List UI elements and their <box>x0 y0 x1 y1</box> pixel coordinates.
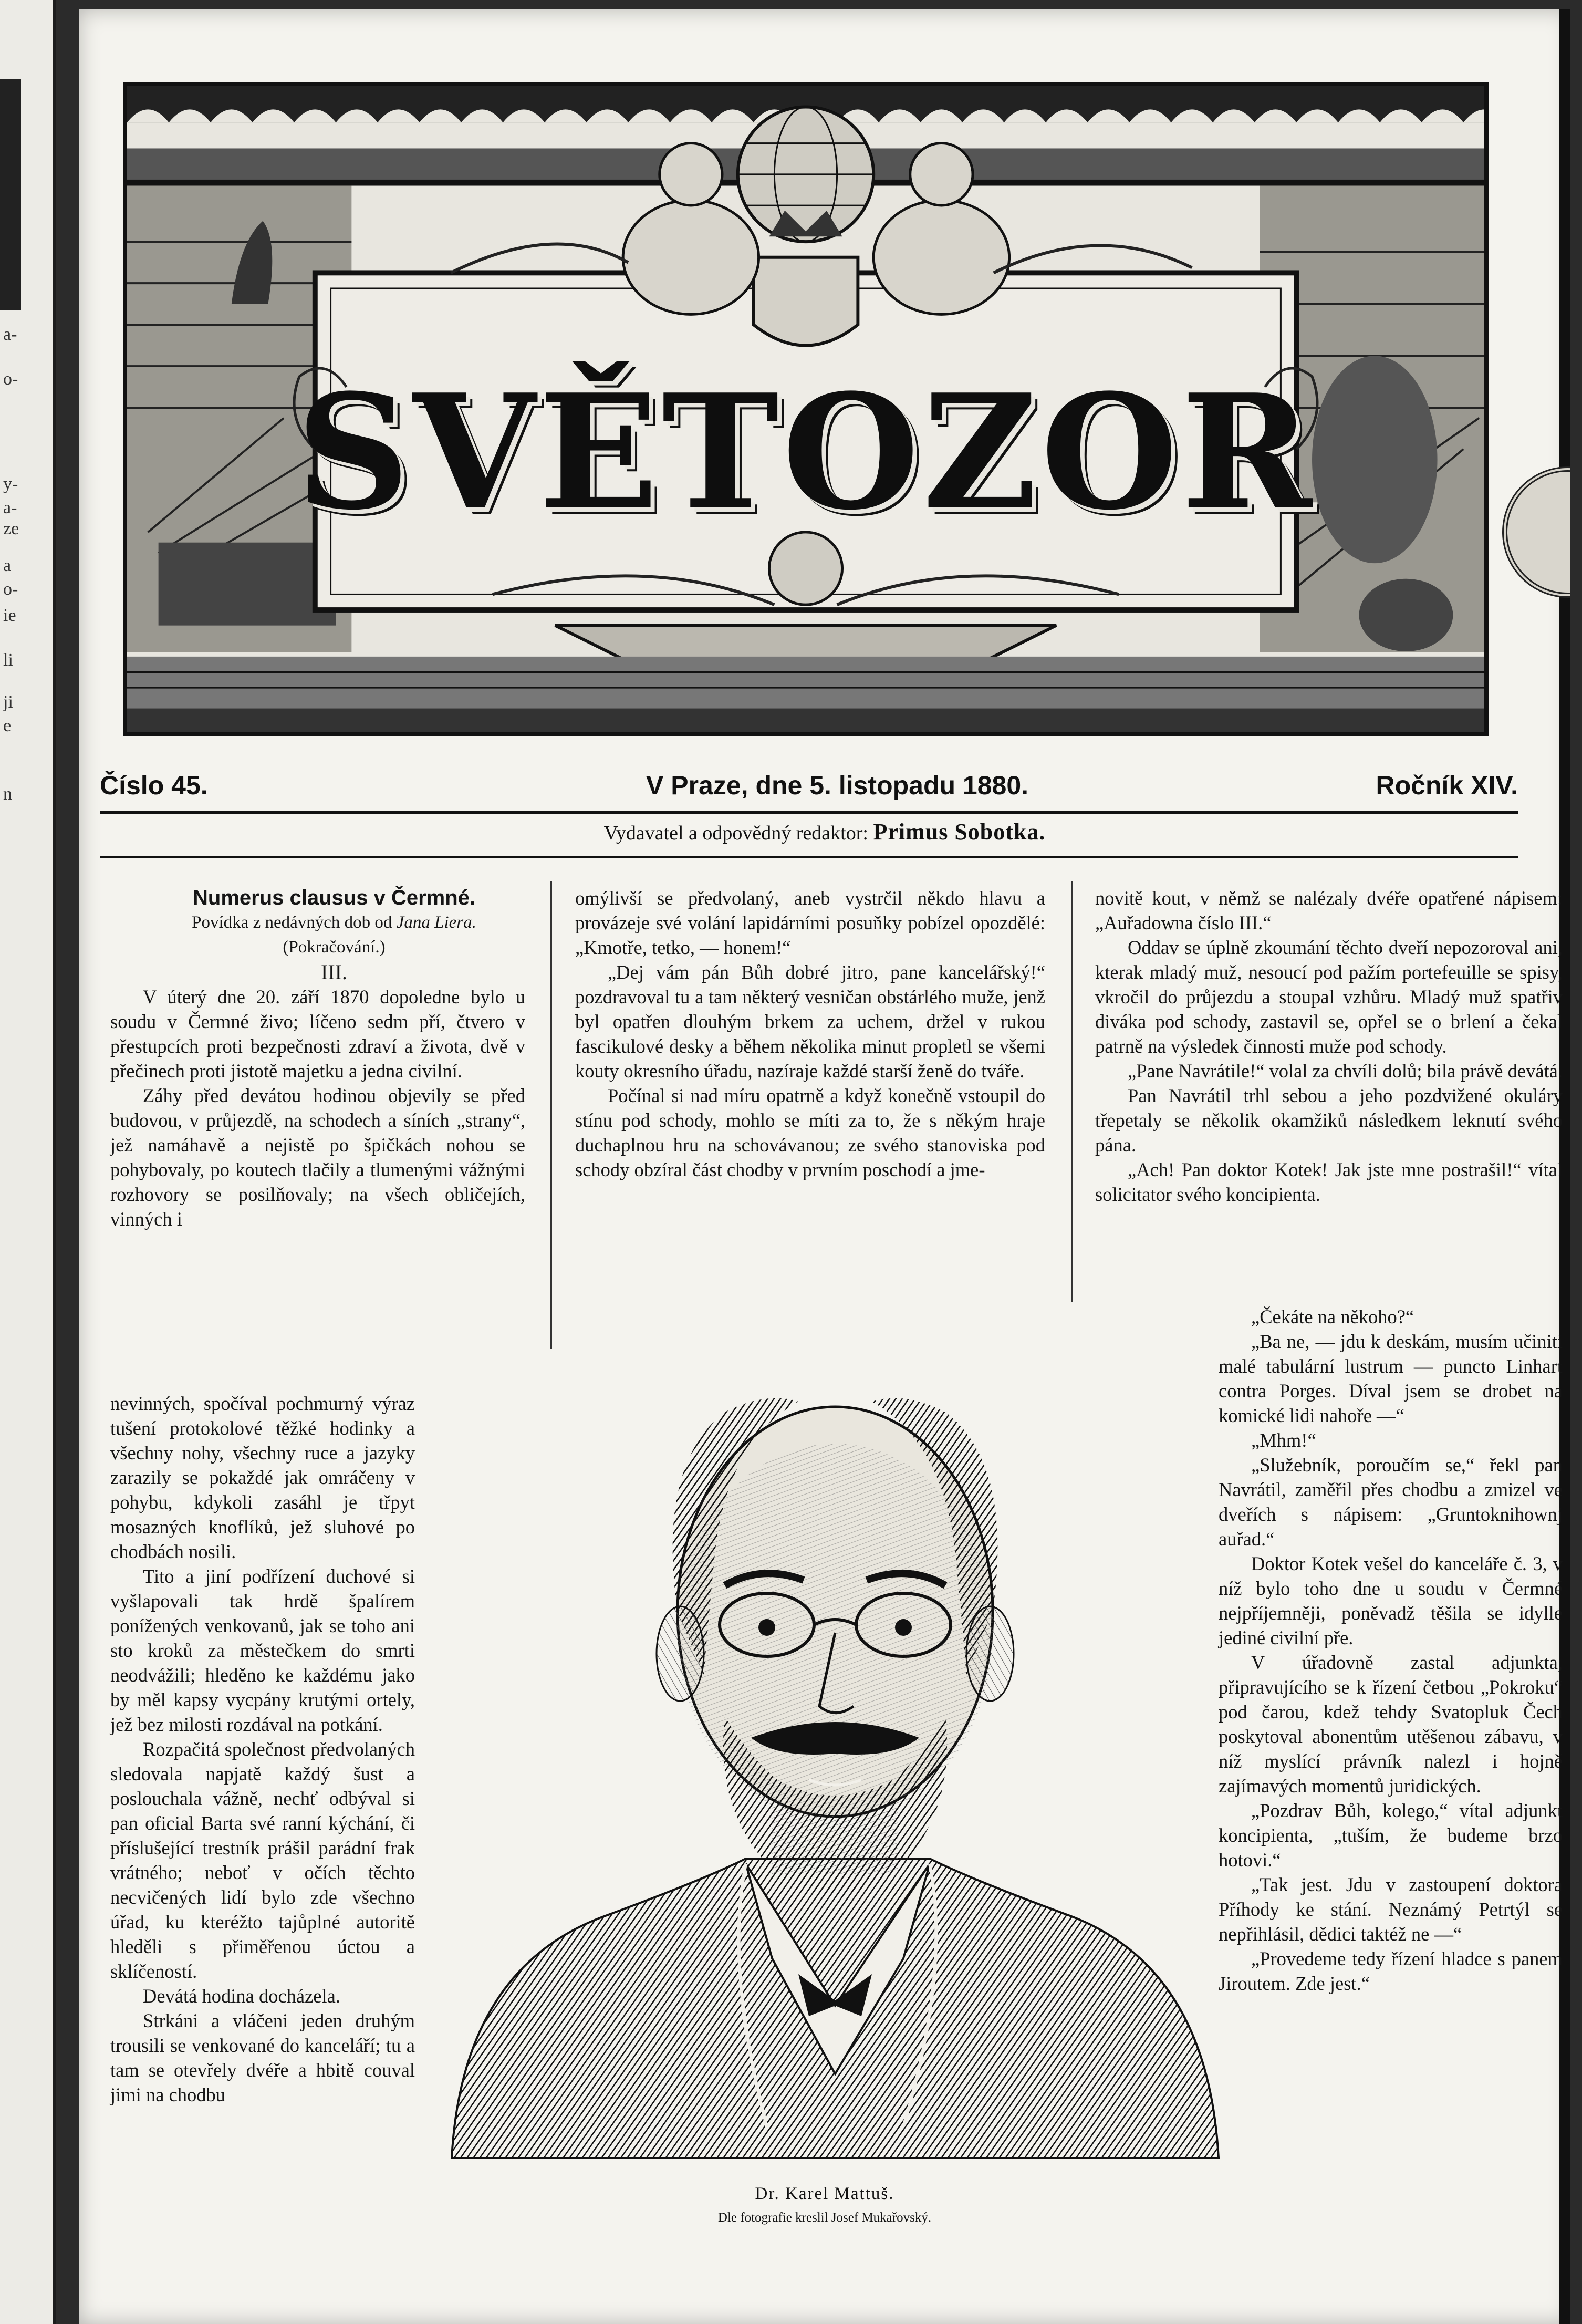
adjacent-fragment: ie <box>3 606 16 625</box>
paragraph: Počínal si nad míru opatrně a když konečně vstoupil do stínu pod schody, mohlo se míti za to, že s někým hraje duchaplnou hru na schovávanou; ze svého stanoviska pod schody obzíral část chodby v prvním poschodí a jme- <box>575 1085 1045 1180</box>
adjacent-fragment: n <box>3 784 12 804</box>
paragraph: Oddav se úplně zkoumání těchto dveří nepozoroval ani, kterak mladý muž, nesoucí pod pažím portefeuille se spisy, vkročil do průjezdu a stoupal vzhůru. Mladý muž spatřiv diváka pod schody, zastavil se, opřel se o brlení a čekal patrně na výsledek činnosti muže pod schody. <box>1095 937 1563 1057</box>
paragraph: „Pane Navrátile!“ volal za chvíli dolů; bila právě devátá. <box>1128 1060 1563 1082</box>
adjacent-fragment: a <box>3 556 12 575</box>
paragraph: „Ba ne, — jdu k deskám, musím učiniti malé tabulární lustrum — puncto Linhart contra Porges. Díval jsem se drobet na komické lidi nahoře —“ <box>1219 1331 1563 1426</box>
publisher-label: Vydavatel a odpovědný redaktor: <box>603 822 868 844</box>
paragraph: „Ach! Pan doktor Kotek! Jak jste mne postrašil!“ vítal solicitator svého koncipienta. <box>1095 1159 1563 1205</box>
portrait-caption: Dr. Karel Mattuš. <box>755 2184 894 2203</box>
column-3-wrapped <box>1219 1304 1563 1996</box>
paragraph: Tito a jiní podřízení duchové si vyšlapovali tak hrdě špalírem ponížených venkovanů, jak se toho ani sto kroků za městečkem do smrti neodvážili; hleděno ke každému jako by měl kapsy vycpány krutými ortely, jež bez milosti rozdával na potkání. <box>110 1565 415 1735</box>
subtitle-text: Povídka z nedávných dob od <box>192 913 392 932</box>
paragraph: V úterý dne 20. září 1870 dopoledne bylo u soudu v Čermné živo; líčeno sedm pří, čtvero v přestupcích proti bezpečnosti zdraví a života, dvě v přečinech proti jistotě majetku a jedna civilní. <box>110 986 525 1082</box>
column-2 <box>575 886 1045 1182</box>
adjacent-page-shadow <box>0 79 21 310</box>
adjacent-page-strip <box>0 0 56 2324</box>
column-rule <box>1071 881 1073 1302</box>
paragraph: „Mhm!“ <box>1251 1429 1316 1451</box>
continued-note: (Pokračování.) <box>283 938 386 957</box>
adjacent-fragment: o- <box>3 369 18 389</box>
article-title: Numerus clausus v Čermné. <box>193 886 475 909</box>
editor-name: Primus Sobotka. <box>873 819 1046 845</box>
paragraph: nevinných, spočíval pochmurný výraz tušení protokolové těžké hodinky a všechny nohy, všechny ruce a jazyky zarazily se pokaždé jak omráčeny v pohybu, kdykoli zasáhl je třpyt mosazných knoflíků, jež sluhové po chodbách nosili. <box>110 1393 415 1562</box>
adjacent-fragment: a- <box>3 498 17 517</box>
paragraph: Rozpačitá společnost předvolaných sledovala napjatě každý šust a poslouchala vážně, nechť odbýval si pan oficial Barta své ranní kýchání, či příslušející trestník prášil parádní frak vrátného; neboť v očích těchto necvičených lidí bylo zde všechno úřad, ku kteréžto tajůplné autoritě hleděli s přiměřenou úctou a sklíčeností. <box>110 1738 415 1982</box>
column-1-wrapped <box>110 1391 415 2107</box>
paragraph: novitě kout, v němž se nalézaly dvéře opatřené nápisem: „Auřadowna číslo III.“ <box>1095 887 1563 933</box>
adjacent-fragment: o- <box>3 579 18 599</box>
adjacent-fragment: li <box>3 650 13 670</box>
paragraph: Doktor Kotek vešel do kanceláře č. 3, v níž bylo toho dne u soudu v Čermné nejpříjemněji, poněvadž těšila se idylle jediné civilní pře. <box>1219 1553 1563 1648</box>
column-rule <box>550 881 552 1349</box>
library-stamp <box>1502 466 1570 598</box>
portrait-credit: Dle fotografie kreslil Josef Mukařovský. <box>717 2211 932 2225</box>
volume-number: Ročník XIV. <box>1376 771 1518 800</box>
adjacent-fragment: ze <box>3 519 19 538</box>
column-3 <box>1095 886 1563 1207</box>
article-author: Jana Liera. <box>396 913 476 932</box>
adjacent-fragment: e <box>3 716 12 735</box>
adjacent-fragment: a- <box>3 325 17 344</box>
paragraph: V úřadovně zastal adjunkta, připravujícího se k řízení četbou „Pokroku“ pod čarou, kdež tehdy Svatopluk Čech poskytoval abonentům utěšenou zábavu, v níž myslící právník nalezl i hojně zajímavých momentů juridických. <box>1219 1652 1563 1797</box>
article-subtitle <box>110 910 525 935</box>
newspaper-page <box>79 9 1570 2324</box>
paragraph: omýlivší se předvolaný, aneb vystrčil někdo hlavu a provázeje své volání lapidárními posuňky pobízel opozdělé: „Kmotře, tetko, — honem!“ <box>575 887 1045 958</box>
paragraph: „Tak jest. Jdu v zastoupení doktora Příhody ke stání. Neznámý Petrtýl se nepřihlásil, dědici taktéž ne —“ <box>1219 1874 1563 1945</box>
paragraph: Strkáni a vláčeni jeden druhým trousili se venkované do kanceláří; tu a tam se otevřely dvéře a hbitě couval jimi na chodbu <box>110 2010 415 2105</box>
issue-line <box>100 766 1518 808</box>
paragraph: Devátá hodina docházela. <box>143 1985 340 2007</box>
paragraph: „Čekáte na někoho?“ <box>1251 1306 1414 1327</box>
portrait-engraving <box>431 1339 1240 2174</box>
section-number: III. <box>321 960 347 984</box>
paragraph: „Služebník, poroučím se,“ řekl pan Navrátil, zaměřil přes chodbu a zmizel ve dveřích s nápisem: „Gruntoknihownj auřad.“ <box>1219 1454 1563 1550</box>
paragraph: „Dej vám pán Bůh dobré jitro, pane kancelářský!“ pozdravoval tu a tam některý vesničan obstárlého muže, jenž byl opatřen dlouhým brkem za uchem, držel v rukou fascikulové desky a během několika minut propletl se všemi kouty okresního úřadu, nazíraje každé starší ženě do tváře. <box>575 961 1045 1082</box>
paragraph: „Provedeme tedy řízení hladce s panem Jiroutem. Zde jest.“ <box>1219 1948 1563 1994</box>
paragraph: Pan Navrátil trhl sebou a jeho pozdvižené okuláry třepetaly se několik okamžiků následkem leknutí svého pána. <box>1095 1085 1563 1156</box>
divider <box>100 856 1518 858</box>
column-1 <box>110 886 525 1231</box>
issue-number: Číslo 45. <box>100 771 208 800</box>
publisher-line <box>79 818 1570 845</box>
adjacent-fragment: y- <box>3 474 18 494</box>
paragraph: „Pozdrav Bůh, kolego,“ vítal adjunkt koncipienta, „tuším, že budeme brzo hotovi.“ <box>1219 1800 1563 1871</box>
masthead-title: SVĚTOZOR <box>296 359 1316 545</box>
divider <box>100 811 1518 814</box>
masthead <box>123 82 1489 736</box>
adjacent-fragment: ji <box>3 692 13 712</box>
issue-date: V Praze, dne 5. listopadu 1880. <box>646 771 1029 800</box>
paragraph: Záhy před devátou hodinou objevily se před budovou, v průjezdě, na schodech a síních „strany“, jež namáhavě a nejistě po špičkách nohou se pohybovaly, po koutech tlačily a tlumenými vážnými rozhovory se posilňovaly; na všech obličejích, vinných i <box>110 1085 525 1230</box>
